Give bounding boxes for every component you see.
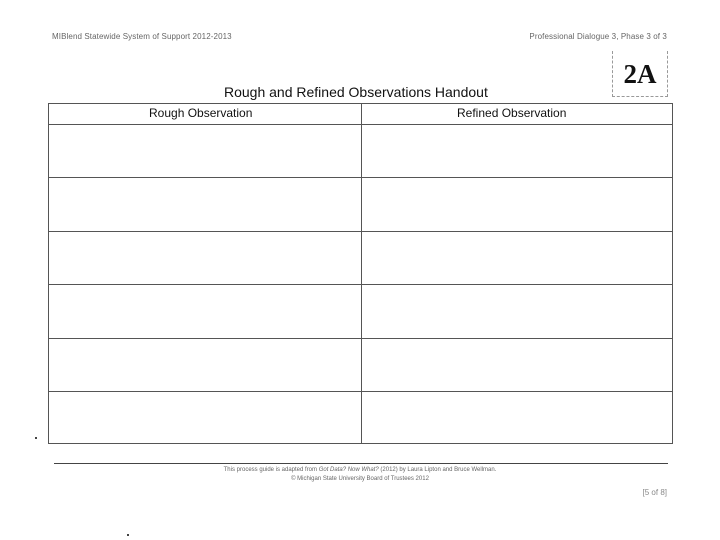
observations-table (48, 103, 673, 444)
handout-badge: 2A (612, 51, 668, 97)
footer-attribution-post: (2012) by Laura Lipton and Bruce Wellman. (378, 467, 497, 473)
scan-speck (35, 437, 37, 439)
page-number: [5 of 8] (642, 488, 667, 497)
row-divider (49, 284, 672, 285)
footer-rule (54, 463, 668, 464)
footer-attribution-pre: This process guide is adapted from (223, 467, 319, 473)
page-title: Rough and Refined Observations Handout (224, 84, 488, 100)
row-divider (49, 231, 672, 232)
header-left-text: MIBlend Statewide System of Support 2012-2013 (52, 32, 232, 41)
footer-attribution (0, 467, 720, 473)
column-divider (361, 104, 362, 443)
row-divider (49, 391, 672, 392)
header-row-divider (49, 124, 672, 125)
footer-attribution-book: Got Data? Now What? (318, 467, 379, 473)
scan-speck (127, 534, 129, 536)
row-divider (49, 177, 672, 178)
column-header-refined: Refined Observation (457, 106, 567, 120)
header-right-text: Professional Dialogue 3, Phase 3 of 3 (529, 32, 667, 41)
column-header-rough: Rough Observation (149, 106, 253, 120)
footer-copyright: © Michigan State University Board of Trustees 2012 (291, 476, 429, 482)
row-divider (49, 338, 672, 339)
